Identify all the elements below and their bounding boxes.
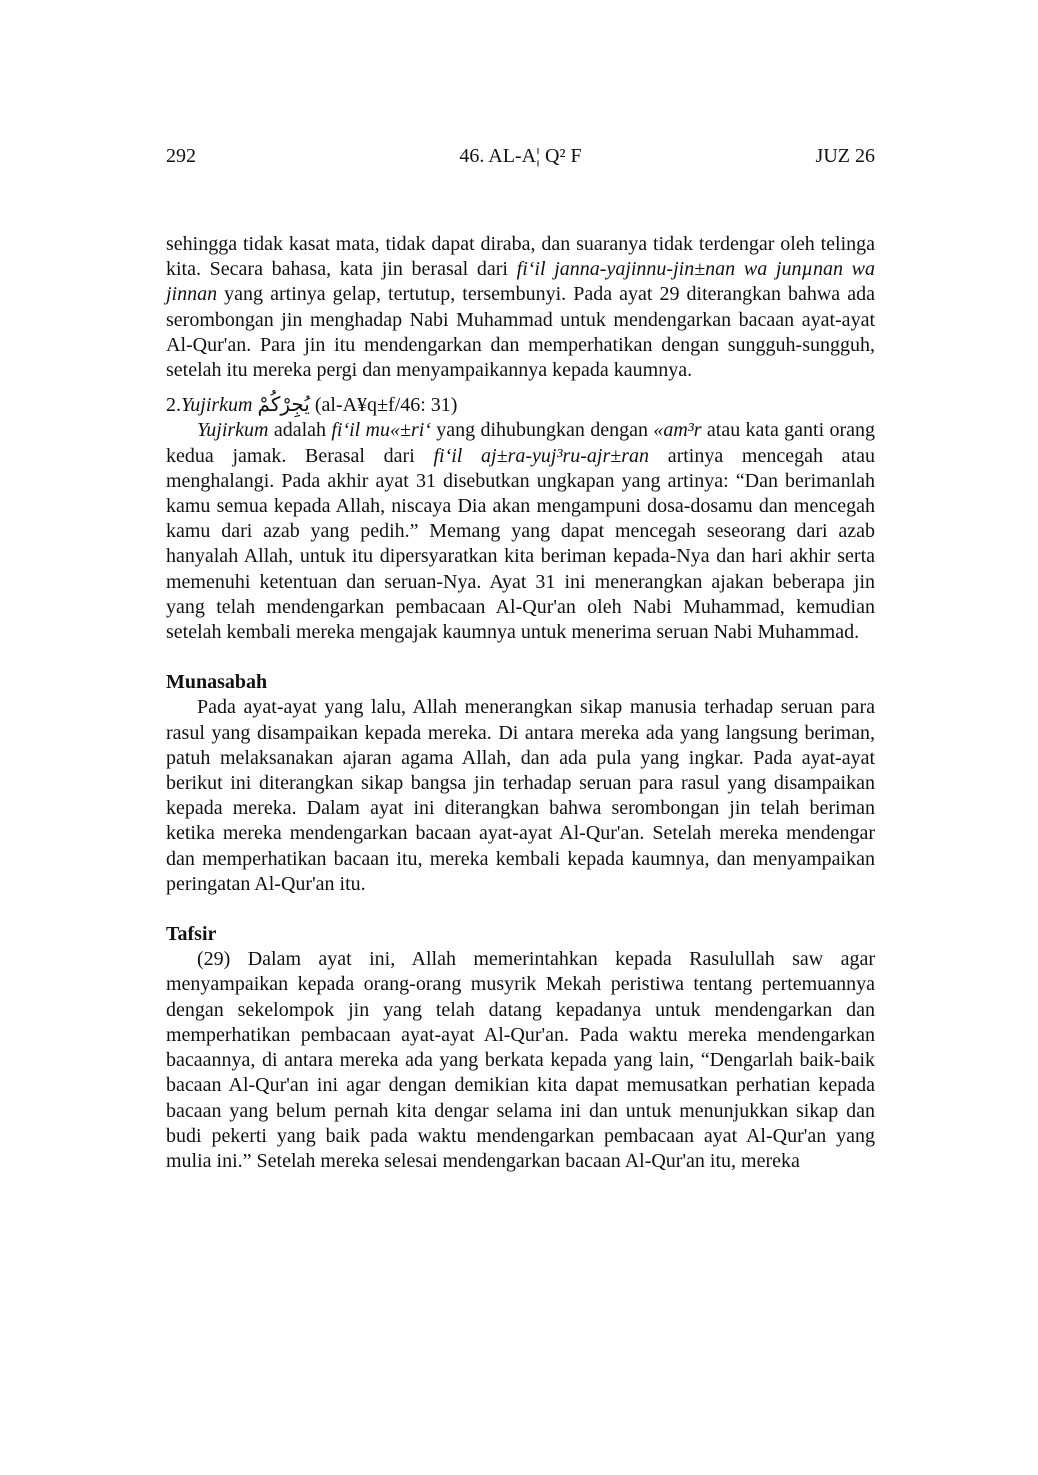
entry-term: Yujirkum (181, 394, 253, 417)
entry-number: 2. (166, 394, 181, 417)
running-header (166, 145, 875, 175)
italic-term: fi‘il janna-yajinnu-jin±nan wa junµnan wa jinnan (166, 258, 876, 306)
munasabah-paragraph: Pada ayat-ayat yang lalu, Allah menerangkan sikap manusia terhadap seruan para rasul yang disampaikan kepada mereka. Di antara mereka ada yang langsung beriman, patuh melaksanakan ajaran agama Allah, dan ada pula yang ingkar. Pada ayat-ayat berikut ini diterangkan sikap bangsa jin terhadap seruan para rasul yang disampaikan kepada mereka. Dalam ayat ini diterangkan bahwa serombongan jin telah beriman ketika mereka mendengarkan bacaan ayat-ayat Al-Qur'an. Setelah mereka mendengar dan memperhatikan bacaan itu, mereka kembali kepada kaumnya, dan menyampaikan peringatan Al-Qur'an itu. (166, 696, 875, 895)
surah-title: 46. AL-A¦ Q² F (459, 145, 582, 167)
tafsir-heading: Tafsir (166, 923, 217, 946)
arabic-term: يُجِرْكُمْ (257, 392, 310, 417)
juz-label: JUZ 26 (815, 145, 875, 167)
munasabah-heading: Munasabah (166, 671, 268, 694)
vocabulary-entry-2 (166, 392, 875, 418)
paragraph-yujirkum: Yujirkum adalah fi‘il mu«±ri‘ yang dihubungkan dengan «am³r atau kata ganti orang kedua jamak. Berasal dari fi‘il aj±ra-yuj³ru-ajr±ran artinya mencegah atau menghalangi. Pada akhir ayat 31 disebutkan ungkapan yang artinya: “Dan berimanlah kamu semua kepada Allah, niscaya Dia akan mengampuni dosa-dosamu dan mencegah kamu dari azab yang pedih.” Memang yang dapat mencegah seseorang dari azab hanyalah Allah, untuk itu dipersyaratkan kita beriman kepada-Nya dan hari akhir serta memenuhi ketentuan dan seruan-Nya. Ayat 31 ini menerangkan ajakan beberapa jin yang telah mendengarkan pembacaan Al-Qur'an oleh Nabi Muhammad, kemudian setelah kembali mereka mengajak kaumnya untuk menerima seruan Nabi Muhammad. (166, 419, 875, 644)
page-number: 292 (166, 145, 196, 167)
body-text (166, 232, 875, 1174)
entry-reference: (al-A¥q±f/46: 31) (314, 394, 458, 417)
paragraph-jin-definition: sehingga tidak kasat mata, tidak dapat diraba, dan suaranya tidak terdengar oleh telinga kita. Secara bahasa, kata jin berasal dari fi‘il janna-yajinnu-jin±nan wa junµnan wa jinnan yang artinya gelap, tertutup, tersembunyi. Pada ayat 29 diterangkan bahwa ada serombongan jin menghadap Nabi Muhammad untuk mendengarkan bacaan ayat-ayat Al-Qur'an. Para jin itu mendengarkan dan memperhatikan dengan sungguh-sungguh, setelah itu mereka pergi dan menyampaikannya kepada kaumnya. (166, 233, 876, 382)
tafsir-paragraph: (29) Dalam ayat ini, Allah memerintahkan kepada Rasulullah saw agar menyampaikan kepada orang-orang musyrik Mekah peristiwa tentang pertemuannya dengan sekelompok jin yang telah datang kepadanya untuk mendengarkan dan memperhatikan pembacaan ayat-ayat Al-Qur'an. Pada waktu mereka mendengarkan bacaannya, di antara mereka ada yang berkata kepada yang lain, “Dengarlah baik-baik bacaan Al-Qur'an ini agar dengan demikian kita dapat memusatkan perhatian kepada bacaan yang belum pernah kita dengar selama ini dan untuk menunjukkan sikap dan budi pekerti yang baik pada waktu mendengarkan pembacaan ayat Al-Qur'an yang mulia ini.” Setelah mereka selesai mendengarkan bacaan Al-Qur'an itu, mereka (166, 948, 875, 1172)
